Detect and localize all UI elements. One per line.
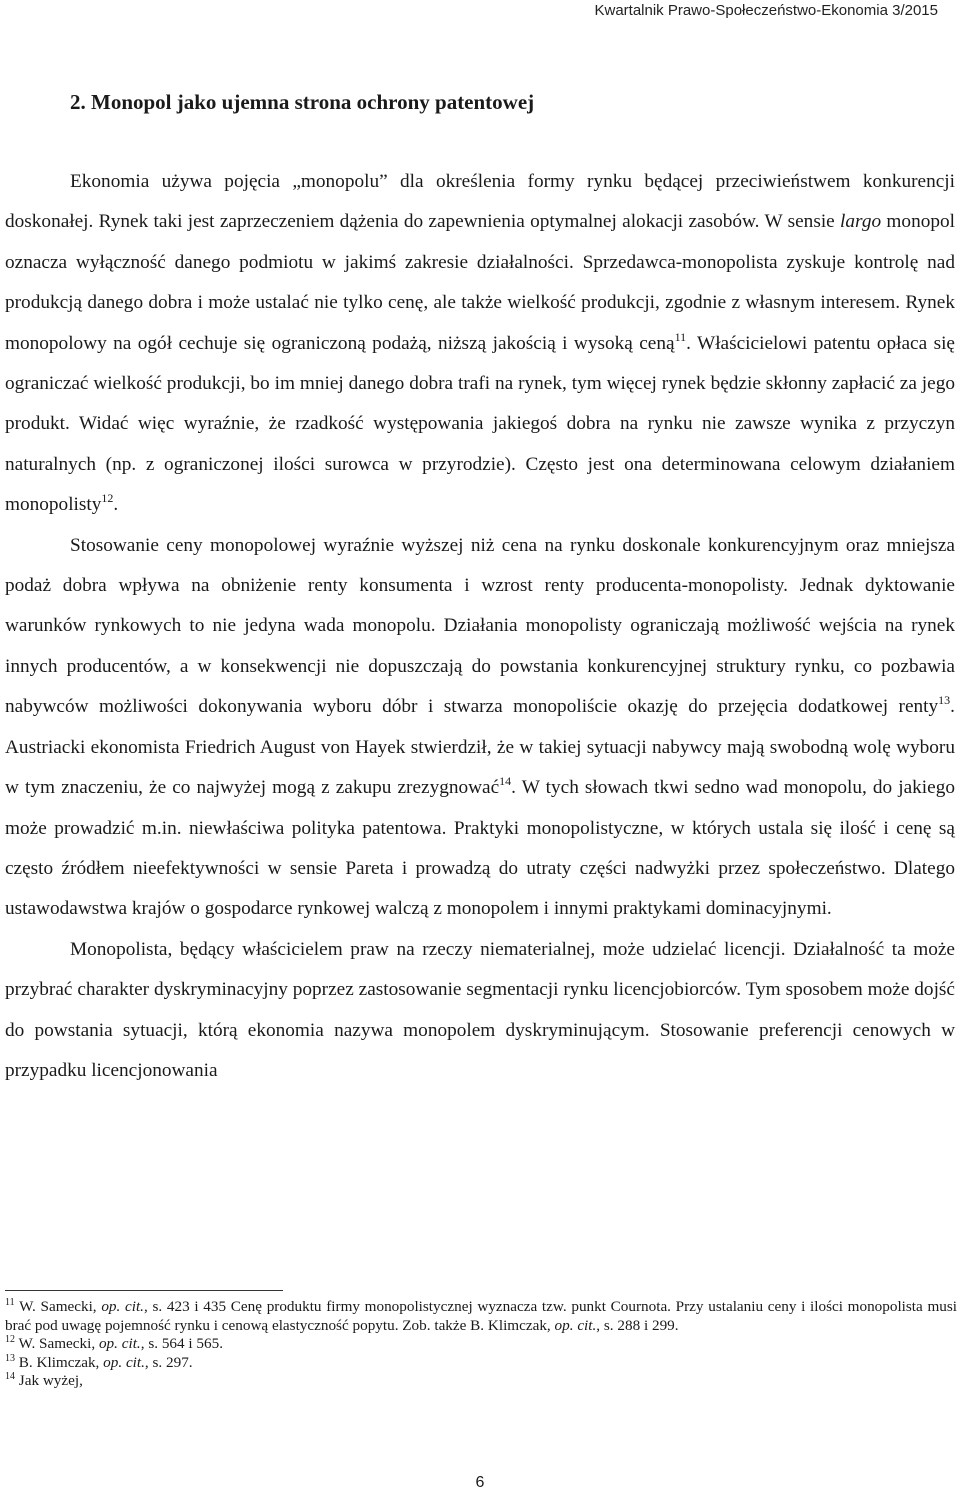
footnote-text: W. Samecki,	[14, 1298, 102, 1315]
footnote-14	[5, 1372, 957, 1391]
paragraph-text: Monopolista, będący właścicielem praw na rzeczy niematerialnej, może udzielać licencji. Działalność ta może przybrać charakter dyskryminacyjny poprzez zastosowanie segmentacji rynku licencjobiorców. Tym sposobem może dojść do powstania sytuacji, którą ekonomia nazywa monopolem dyskryminującym. Stosowanie preferencji cenowych w przypadku licencjonowania	[5, 938, 955, 1081]
section-title: 2. Monopol jako ujemna strona ochrony patentowej	[70, 90, 535, 114]
footnote-ref-13[interactable]: 13	[938, 693, 951, 708]
footnote-ref-14[interactable]: 14	[499, 774, 512, 789]
footnote-text: , s. 288 i 299.	[596, 1316, 679, 1334]
page-number: 6	[475, 1474, 485, 1491]
footnote-italic: op. cit.	[554, 1316, 597, 1334]
footnote-italic: op. cit.	[98, 1335, 141, 1352]
running-header: Kwartalnik Prawo-Społeczeństwo-Ekonomia 3/2015	[594, 2, 938, 19]
footnote-12	[5, 1335, 957, 1354]
paragraph-2	[5, 526, 955, 930]
paragraph-text: Ekonomia używa pojęcia „monopolu” dla określenia formy rynku będącej przeciwieństwem konkurencji doskonałej. Rynek taki jest zaprzeczeniem dążenia do zapewnienia optymalnej alokacji zasobów. W sensie	[5, 171, 955, 233]
paragraph-3	[5, 930, 955, 1092]
paragraph-text: . Właścicielowi patentu opłaca się ograniczać wielkość produkcji, bo im mniej danego dobra trafi na rynek, tym więcej rynek będzie skłonny zapłacić za jego produkt. Widać więc wyraźnie, że rzadkość występowania jakiegoś dobra na rynku nie zawsze wynika z przyczyn naturalnych (np. z ograniczonej ilości surowca w przyrodzie). Często jest ona determinowana celowym działaniem monopolisty	[5, 332, 955, 516]
paragraph-text: monopol oznacza wyłączność danego podmiotu w jakimś zakresie działalności. Sprzedawca-monopolista zyskuje kontrolę nad produkcją danego dobra i może ustalać nie tylko cenę, ale także wielkość produkcji, zgodnie z własnym interesem. Rynek monopolowy na ogół cechuje się ograniczoną podażą, niższą jakością i wysoką ceną	[5, 211, 955, 354]
footnote-text: , s. 423 i 435 Cenę produktu firmy monopolistycznej wyznacza tzw. punkt Cournota. Przy ustalaniu ceny i ilości monopolista musi brać pod uwagę pojemność rynku i cenową elastyczność popytu. Zob. także B. Klimczak,	[5, 1298, 957, 1334]
footnote-number: 13	[5, 1352, 15, 1364]
footnote-text: B. Klimczak,	[15, 1353, 104, 1371]
footnote-11	[5, 1298, 957, 1335]
paragraph-text: . W tych słowach tkwi sedno wad monopolu, do jakiego może prowadzić m.in. niewłaściwa polityka patentowa. Praktyki monopolistyczne, w których ustala się ilość i cenę są często źródłem nieefektywności w sensie Pareta i prowadzą do utraty części nadwyżki przez społeczeństwo. Dlatego ustawodawstwa krajów o gospodarce rynkowej walczą z monopolem i innymi praktykami dominacyjnymi.	[5, 777, 955, 920]
paragraph-text: Stosowanie ceny monopolowej wyraźnie wyższej niż cena na rynku doskonale konkurencyjnym oraz mniejsza podaż dobra wpływa na obniżenie renty konsumenta i wzrost renty producenta-monopolisty. Jednak dyktowanie warunków rynkowych to nie jedyna wada monopolu. Działania monopolisty ograniczają możliwość wejścia na rynek innych producentów, a w konsekwencji nie dopuszczają do powstania konkurencyjnej struktury rynku, co pozbawia nabywców możliwości dokonywania wyboru dóbr i stwarza monopoliście okazję do przejęcia dodatkowej renty	[5, 534, 955, 718]
italic-term: largo	[840, 211, 882, 233]
footnote-text: Jak wyżej,	[15, 1372, 83, 1389]
footnote-ref-12[interactable]: 12	[101, 491, 114, 506]
body-text	[5, 162, 955, 1091]
footnote-number: 11	[5, 1297, 15, 1308]
footnote-13	[5, 1354, 957, 1373]
footnote-number: 12	[5, 1334, 15, 1345]
footnote-text: , s. 297.	[144, 1353, 193, 1371]
paragraph-text: . Austriacki ekonomista Friedrich August von Hayek stwierdził, że w takiej sytuacji nabywcy mają swobodną wolę wyboru w tym znaczeniu, że co najwyżej mogą z zakupu zrezygnować	[5, 696, 955, 799]
footnote-italic: op. cit.	[101, 1298, 144, 1315]
footnote-text: W. Samecki,	[15, 1335, 99, 1352]
footnote-ref-11[interactable]: 11	[674, 329, 687, 344]
footnote-italic: op. cit.	[103, 1353, 145, 1371]
footnote-divider	[5, 1290, 283, 1291]
footnote-text: , s. 564 i 565.	[140, 1335, 223, 1352]
paragraph-text: .	[113, 494, 119, 516]
footnote-number: 14	[5, 1371, 15, 1382]
footnotes	[5, 1298, 957, 1391]
paragraph-1	[5, 162, 955, 526]
